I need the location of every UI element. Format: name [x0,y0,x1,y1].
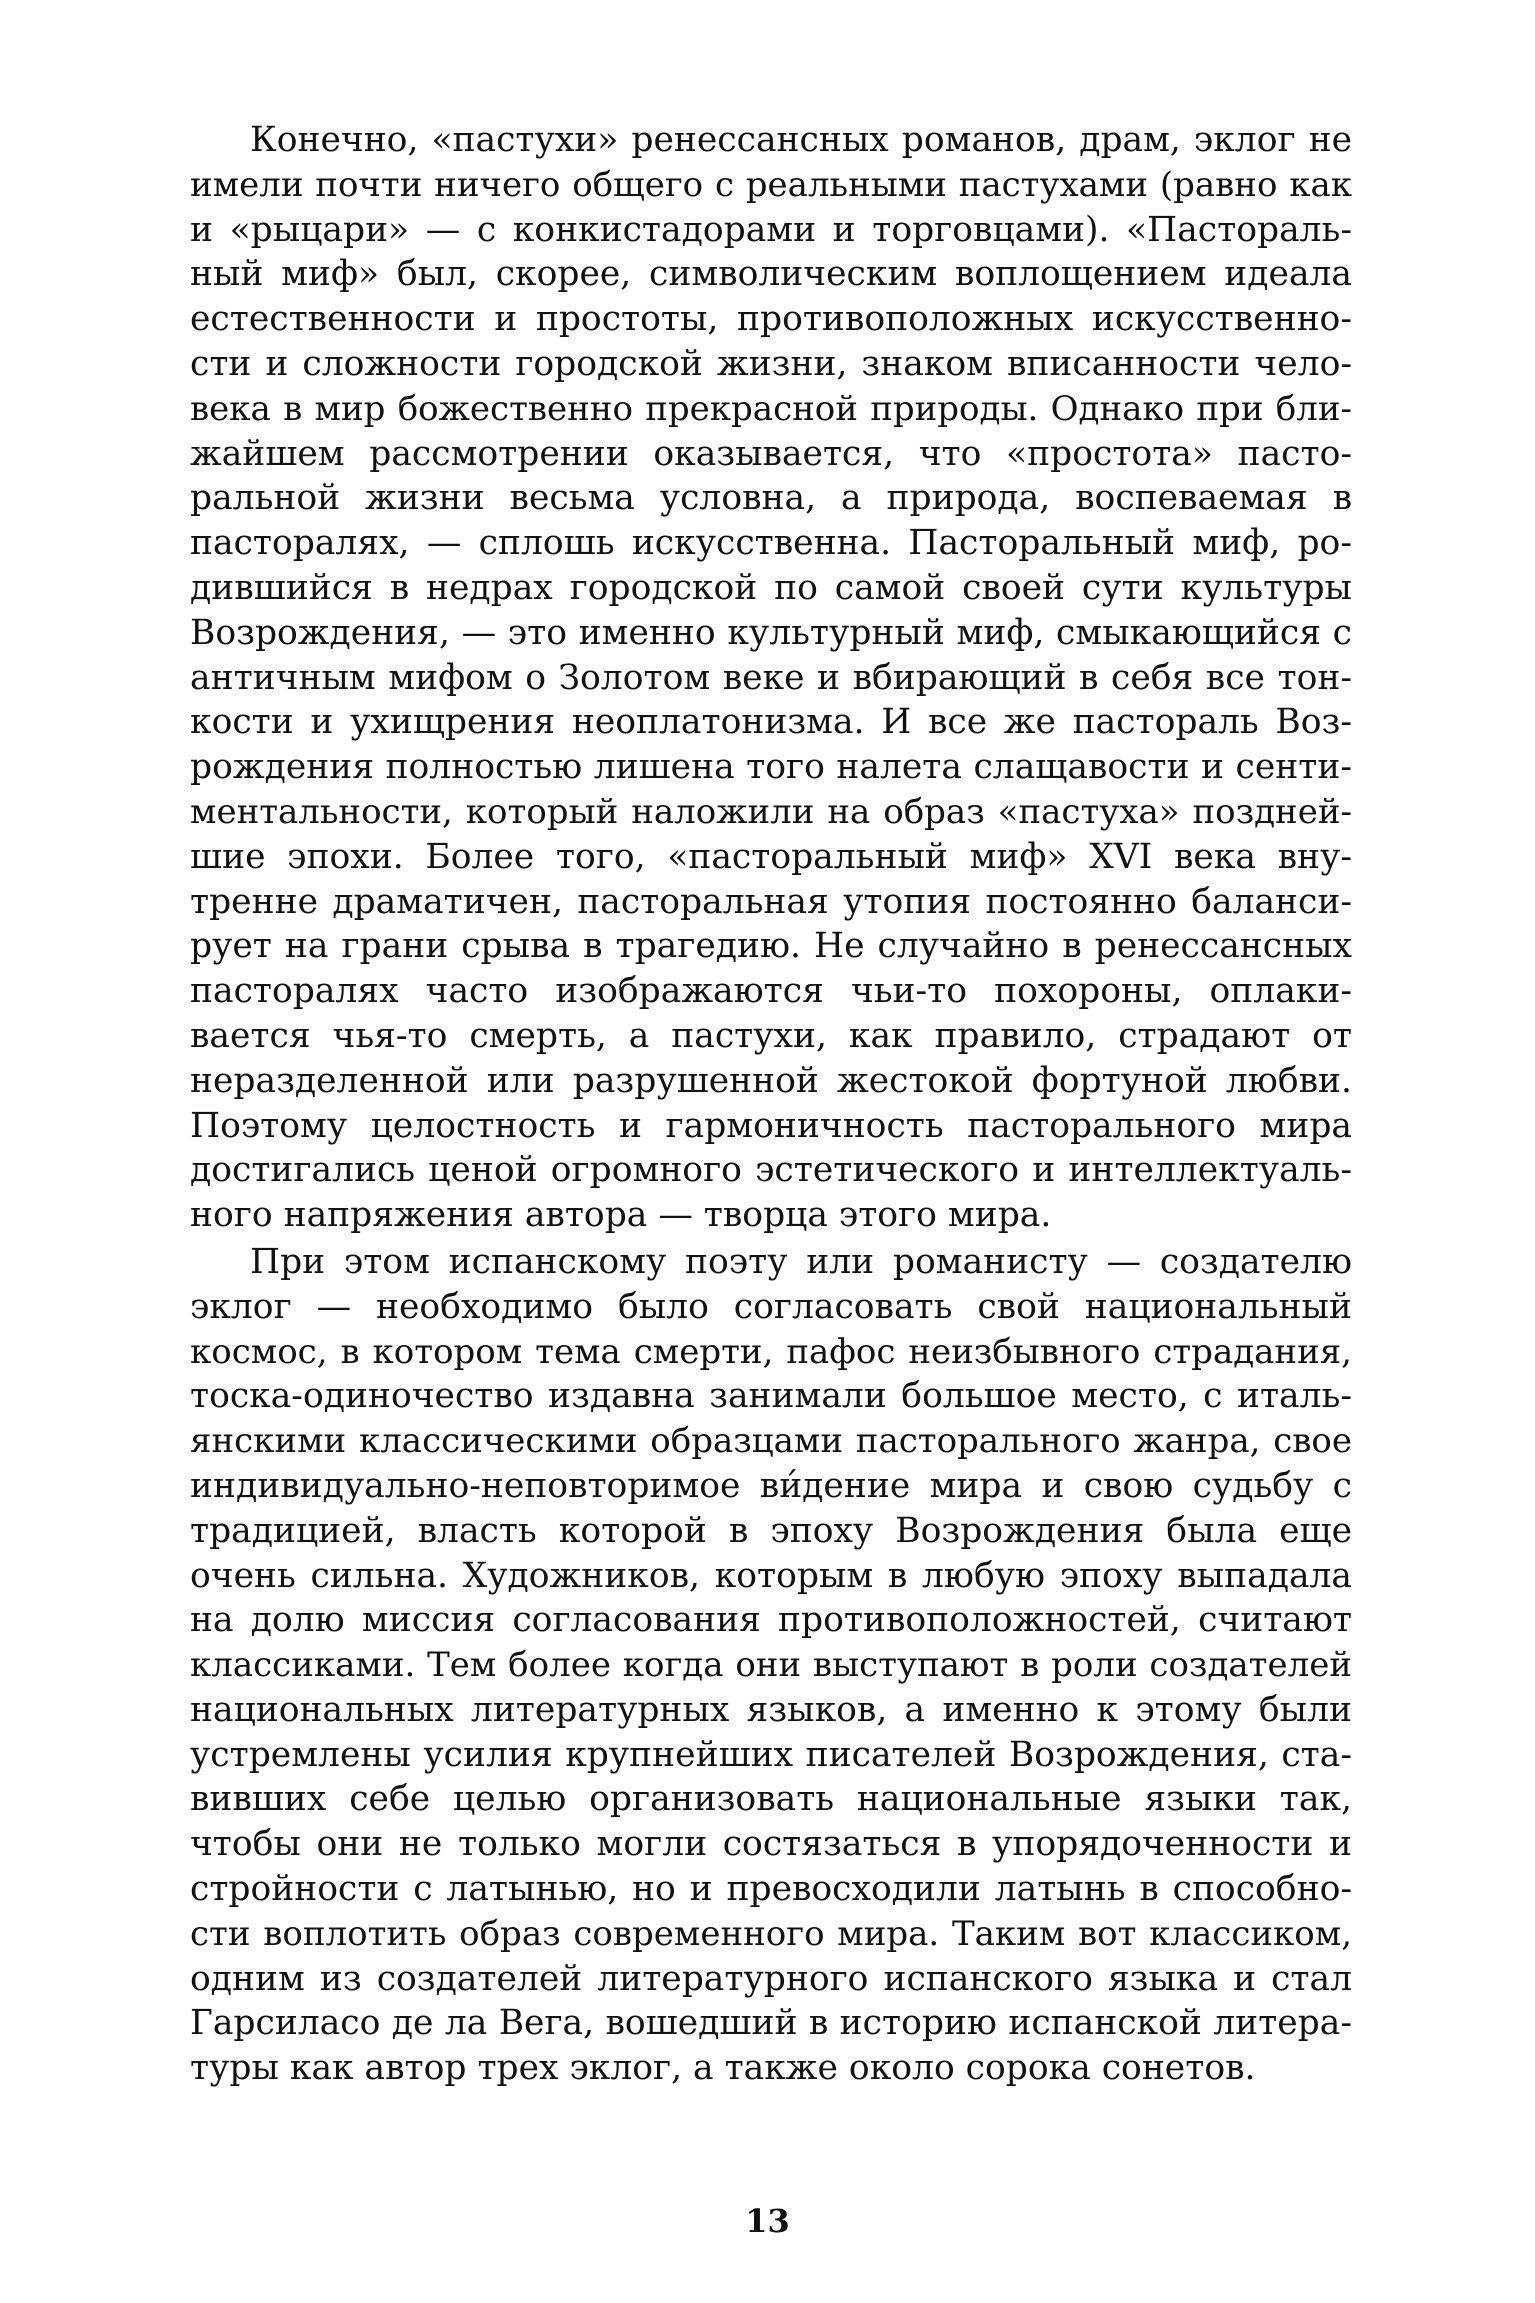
text-line: века в мир божественно прекрасной природы. Однако при бли- [190,388,1352,429]
text-line: тренне драматичен, пасторальная утопия постоянно баланси- [190,881,1352,922]
text-line: тоска-одиночество издавна занимали большое место, с италь- [190,1376,1352,1417]
text-line: ный миф» был, скорее, символическим воплощением идеала [190,254,1352,295]
text-line: кости и ухищрения неоплатонизма. И все же пастораль Воз- [190,702,1352,743]
text-line: устремлены усилия крупнейших писателей Возрождения, ста- [190,1734,1352,1775]
text-line: индивидуально-неповторимое ви́дение мира и свою судьбу с [190,1465,1352,1506]
text-line: и «рыцари» — с конкистадорами и торговцами). «Пастораль- [190,209,1352,250]
text-line: эклог — необходимо было согласовать свой национальный [190,1286,1352,1327]
text-line: ментальности, который наложили на образ «пастуха» поздней- [190,791,1352,832]
text-line: естественности и простоты, противоположных искусственно- [190,299,1352,340]
text-line: вается чья-то смерть, а пастухи, как правило, страдают от [190,1015,1352,1056]
text-line: Гарсиласо де ла Вега, вошедший в историю испанской литера- [190,2003,1352,2044]
text-line: При этом испанскому поэту или романисту — создателю [250,1241,1352,1282]
text-line: янскими классическими образцами пасторального жанра, свое [190,1421,1352,1462]
text-line: ральной жизни весьма условна, а природа, воспеваемая в [190,478,1352,519]
text-line: дившийся в недрах городской по самой своей сути культуры [190,567,1352,608]
paragraph [190,1240,1352,2091]
text-line: неразделенной или разрушенной жестокой фортуной любви. [190,1060,1352,1101]
text-line: шие эпохи. Более того, «пасторальный миф» XVI века вну- [190,836,1352,877]
text-line: одним из создателей литературного испанского языка и стал [190,1958,1352,1999]
text-line: рует на грани срыва в трагедию. Не случайно в ренессансных [190,926,1352,967]
page-number: 13 [745,2202,790,2240]
text-line: сти и сложности городской жизни, знаком вписанности чело- [190,343,1352,384]
text-line: туры как автор трех эклог, а также около сорока сонетов. [190,2048,1256,2089]
text-line: национальных литературных языков, а именно к этому были [190,1689,1352,1730]
text-line: чтобы они не только могли состязаться в упорядоченности и [190,1824,1352,1865]
text-line: пасторалях, — сплошь искусственна. Пасторальный миф, ро- [190,523,1352,564]
text-line: вивших себе целью организовать национальные языки так, [190,1779,1352,1820]
text-line: традицией, власть которой в эпоху Возрождения была еще [190,1510,1352,1551]
text-line: стройности с латынью, но и превосходили латынь в способно- [190,1869,1352,1910]
paragraph [190,118,1352,1238]
text-line: классиками. Тем более когда они выступают в роли создателей [190,1645,1352,1686]
text-line: космос, в котором тема смерти, пафос неизбывного страдания, [190,1331,1352,1372]
text-line: имели почти ничего общего с реальными пастухами (равно как [190,164,1352,205]
text-line: сти воплотить образ современного мира. Таким вот классиком, [190,1913,1352,1954]
text-line: рождения полностью лишена того налета слащавости и сенти- [190,747,1352,788]
text-line: античным мифом о Золотом веке и вбирающий в себя все тон- [190,657,1352,698]
text-line: очень сильна. Художников, которым в любую эпоху выпадала [190,1555,1352,1596]
text-line: достигались ценой огромного эстетического и интеллектуаль- [190,1150,1352,1191]
text-line: Возрождения, — это именно культурный миф, смыкающийся с [190,612,1352,653]
text-line: ного напряжения автора — творца этого мира. [190,1195,1052,1236]
text-line: жайшем рассмотрении оказывается, что «простота» пасто- [190,433,1352,474]
text-line: Поэтому целостность и гармоничность пасторального мира [190,1105,1352,1146]
text-line: Конечно, «пастухи» ренессансных романов, драм, эклог не [250,120,1352,160]
body-text [190,118,1352,2091]
text-line: на долю миссия согласования противоположностей, считают [190,1600,1352,1641]
text-line: пасторалях часто изображаются чьи-то похороны, оплаки- [190,971,1352,1012]
